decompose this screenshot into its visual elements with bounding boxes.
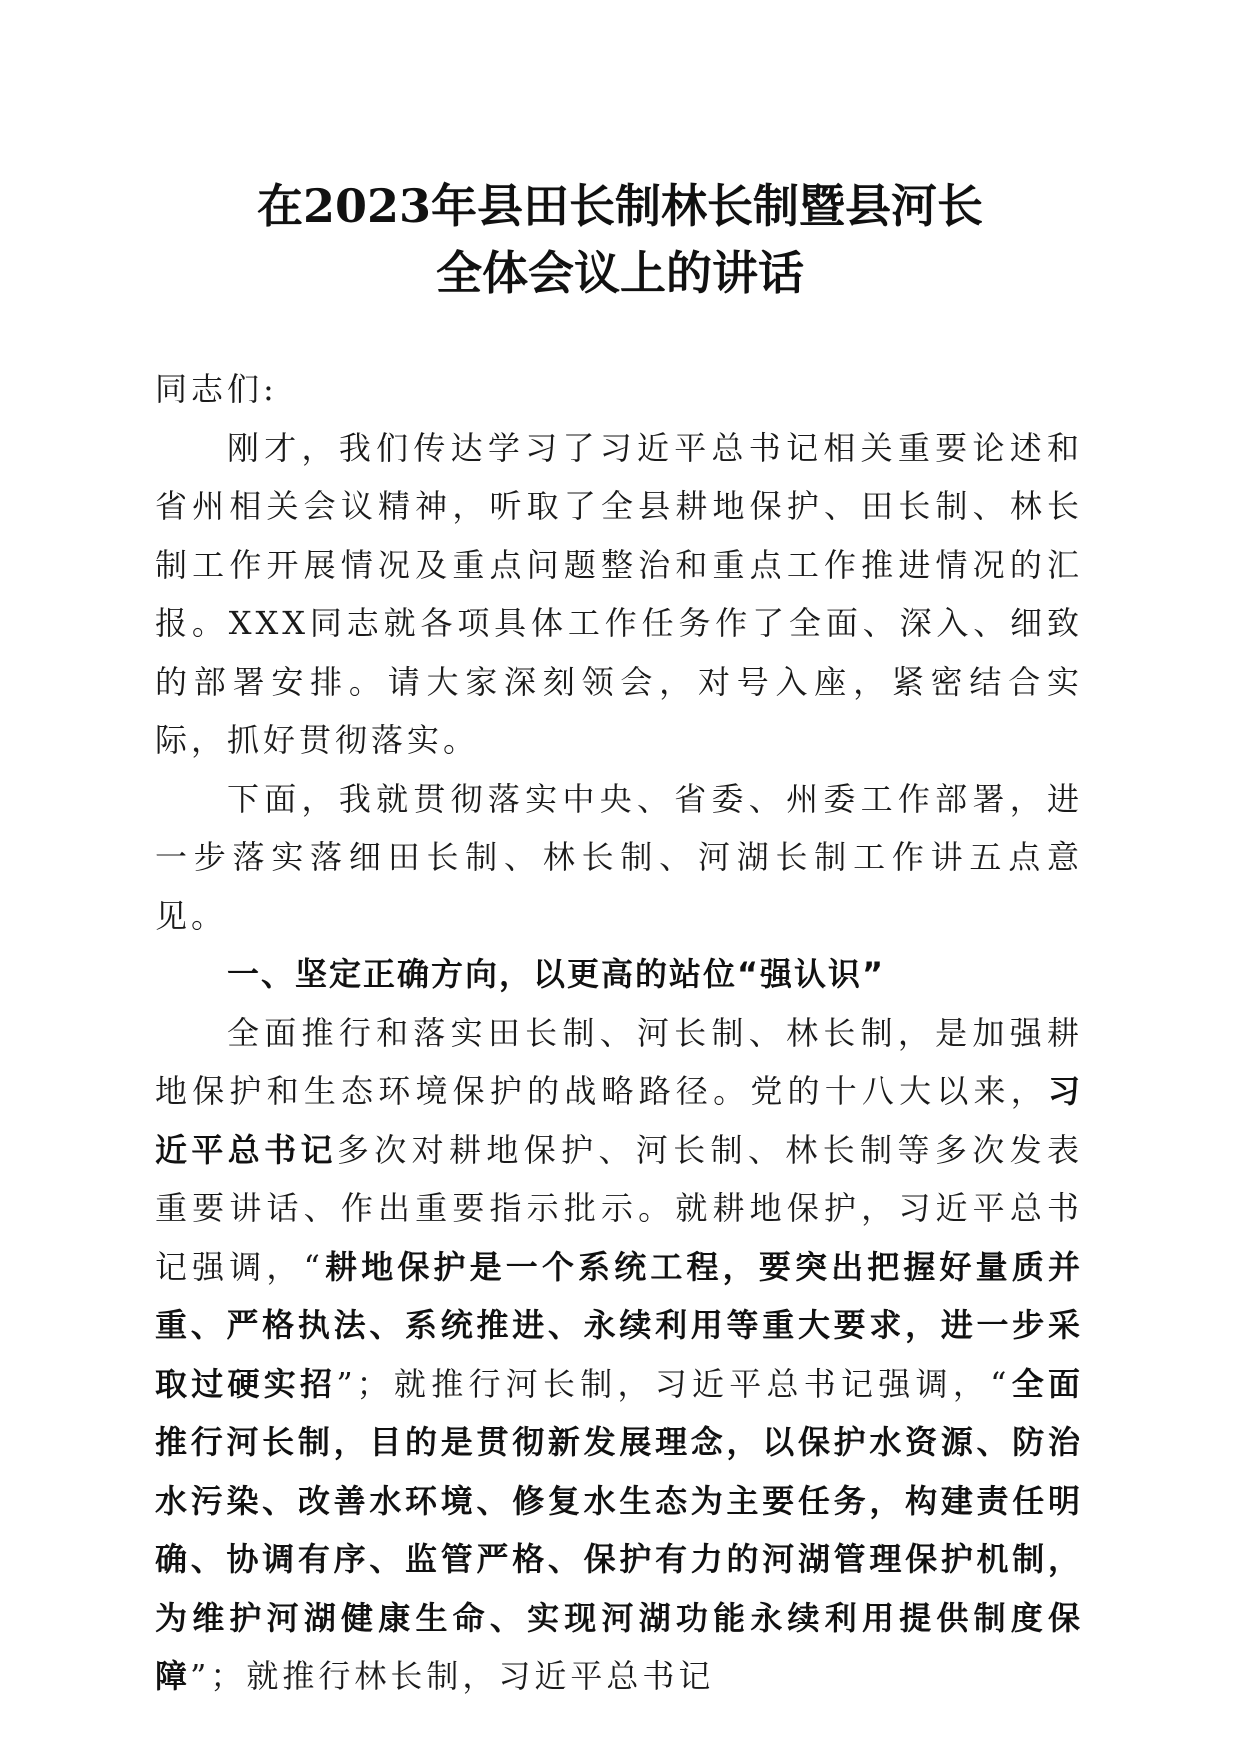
bold-quote-farmland: 耕地保护是一个系统工程，要突出把握好量质并重、严格执法、系统推进、永续利用等重大要求，进一步采取过硬实招 [155, 1247, 1083, 1403]
section-heading-1: 一、坚定正确方向，以更高的站位“强认识” [227, 955, 886, 993]
text-run: ”；就推行林长制，习近平总书记 [190, 1657, 715, 1695]
document-body [155, 360, 1083, 1706]
bold-quote-river-chief: 全面推行河长制，目的是贯彻新发展理念，以保护水资源、防治水污染、改善水环境、修复水生态为主要任务，构建责任明确、协调有序、监管严格、保护有力的河湖管理保护机制，为维护河湖健康生命、实现河湖功能永续利用提供制度保障 [155, 1364, 1083, 1695]
text-run: ”；就推行河长制，习近平总书记强调，“ [336, 1364, 1011, 1403]
paragraph-opening: 刚才，我们传达学习了习近平总书记相关重要论述和省州相关会议精神，听取了全县耕地保护、田长制、林长制工作开展情况及重点问题整治和重点工作推进情况的汇报。XXX同志就各项具体工作任务作了全面、深入、细致的部署安排。请大家深刻领会，对号入座，紧密结合实际，抓好贯彻落实。 [155, 428, 1083, 759]
paragraph-outline: 下面，我就贯彻落实中央、省委、州委工作部署，进一步落实落细田长制、林长制、河湖长制工作讲五点意见。 [155, 779, 1083, 935]
text-run: 全面推行和落实田长制、河长制、林长制，是加强耕地保护和生态环境保护的战略路径。党的十八大以来， [155, 1013, 1083, 1110]
salutation: 同志们: [155, 370, 278, 408]
bold-text-run: 习近平总书记 [155, 1072, 1083, 1169]
document-title-line-2: 全体会议上的讲话 [436, 246, 804, 300]
paragraph-section-1 [155, 1004, 1083, 1706]
document-title-line-1: 在2023年县田长制林长制暨县河长 [256, 179, 984, 233]
text-run: 多次对耕地保护、河长制、林长制等多次发表重要讲话、作出重要指示批示。就耕地保护，习近平总书记强调，“ [155, 1130, 1083, 1286]
